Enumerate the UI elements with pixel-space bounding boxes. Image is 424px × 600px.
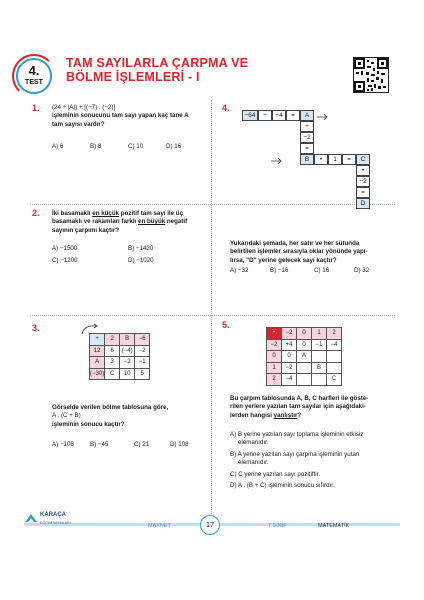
q2-l2a: basamaklı ve rakamları farklı [52, 218, 138, 226]
q3-number: 3. [32, 323, 40, 333]
q5-cell: • [267, 328, 282, 340]
q5-cell: 0 [282, 351, 297, 363]
q4-text [230, 240, 400, 265]
q2-options [52, 245, 207, 267]
test-label: TEST [25, 79, 43, 86]
q3-cell: 10 [120, 368, 135, 380]
q5-cell: B [312, 362, 327, 374]
q5-cell [297, 374, 312, 386]
q4-line-3: lırsa, "D" yerine gelecek sayı kaçtır? [230, 256, 337, 264]
q1-line-1: işleminin sonucunu tam sayı yapan kaç tane A [52, 112, 189, 120]
q5-cell: 0 [267, 351, 282, 363]
q4-box: 1 [328, 154, 342, 165]
q4-box: • [314, 154, 328, 165]
q2-text [52, 210, 210, 235]
q4-scheme [242, 110, 402, 222]
test-badge [16, 58, 52, 94]
q4-line-2: belirtilen işlemler sırasıyla oklar yönünde yapı- [230, 248, 368, 256]
q5-multiplication-table [266, 327, 342, 386]
q4-box: = [342, 154, 356, 165]
q5-cell: C [327, 374, 342, 386]
title-line-2: BÖLME İŞLEMLERİ - I [66, 70, 200, 84]
q3-cell: 12 [90, 345, 105, 357]
q5-option-a-cont: elemanıdır. [238, 439, 269, 447]
q5-cell: −4 [327, 339, 342, 351]
q5-cell: −4 [282, 374, 297, 386]
q3-cell: C [105, 368, 120, 380]
series-name: MAXNET [148, 523, 171, 529]
q5-cell: 2 [267, 374, 282, 386]
arrow-right-icon [270, 156, 284, 166]
q2-l3: sayının çarpımı kaçtır? [52, 226, 120, 234]
q3-cell: ÷ [90, 334, 105, 346]
q5-text [230, 395, 402, 420]
q4-box: C [356, 154, 370, 165]
q3-option-b[interactable]: B) −45 [90, 441, 109, 448]
q4-box: −2 [300, 132, 314, 143]
q5-cell [327, 362, 342, 374]
q1-option-c[interactable]: C) 10 [128, 143, 144, 150]
publisher-sub: EĞİTİM YAYINLARI [40, 521, 71, 525]
q4-number: 4. [222, 103, 230, 113]
q1-option-d[interactable]: D) 16 [166, 143, 182, 150]
q3-cell: B [120, 334, 135, 346]
q5-line-2: rilen yerlere yazılan tam sayılar için aşağıdaki- [230, 403, 366, 411]
q5-cell: −1 [312, 339, 327, 351]
q5-cell: −2 [267, 339, 282, 351]
q3-options [52, 441, 207, 451]
q4-box: • [356, 165, 370, 176]
q5-cell: +4 [282, 339, 297, 351]
q3-cell: (−30) [90, 368, 105, 380]
q5-cell: −2 [282, 362, 297, 374]
q4-box: B [300, 154, 314, 165]
q3-cell: −6 [135, 334, 150, 346]
q3-cell: A [90, 357, 105, 369]
q1-text [52, 104, 207, 129]
q4-box: = [286, 110, 300, 121]
title-line-1: TAM SAYILARLA ÇARPMA VE [66, 56, 249, 70]
qr-code-icon[interactable] [353, 57, 389, 93]
q4-option-d[interactable]: D) 32 [354, 267, 370, 274]
q4-option-a[interactable]: A) −32 [230, 267, 249, 274]
q1-line-2: tam sayısı vardır? [52, 120, 105, 128]
q5-option-d[interactable]: D) A . (B + C) işleminin sonucu sıfırdır. [230, 482, 335, 490]
q5-line-3b: yanlıştır [273, 411, 298, 419]
q4-box: = [356, 187, 370, 198]
q3-option-d[interactable]: D) 108 [170, 441, 189, 448]
q2-option-a[interactable]: A) −1500 [52, 245, 78, 252]
subject-label: MATEMATİK [318, 523, 350, 529]
q4-box: ÷ [258, 110, 272, 121]
q3-line-2: işleminin sonucu kaçtır? [52, 420, 125, 428]
q5-cell [327, 351, 342, 363]
row-divider-2 [30, 315, 395, 316]
q2-l2b: en büyük [138, 218, 166, 226]
q4-box-d: D [356, 198, 370, 209]
q4-box: −4 [272, 110, 286, 121]
q3-option-a[interactable]: A) −108 [52, 441, 74, 448]
q3-option-c[interactable]: C) 21 [134, 441, 150, 448]
q5-cell [312, 374, 327, 386]
q4-option-b[interactable]: B) −16 [270, 267, 289, 274]
q3-text [52, 404, 207, 429]
q3-cell: −2 [120, 357, 135, 369]
q1-options [52, 143, 207, 153]
column-divider [211, 100, 212, 532]
q3-cell: −1 [135, 357, 150, 369]
q5-cell: 1 [312, 328, 327, 340]
q1-number: 1. [32, 103, 40, 113]
q5-option-c[interactable]: C) C yerine yazılan sayı pozitiftir. [230, 470, 321, 478]
q2-option-b[interactable]: B) −1420 [128, 245, 154, 252]
q3-cell: (−4) [120, 345, 135, 357]
page-title [66, 56, 248, 84]
q5-cell [297, 362, 312, 374]
q3-cell: −2 [135, 345, 150, 357]
q3-cell: 2 [105, 334, 120, 346]
test-number: 4. [28, 63, 40, 78]
q5-number: 5. [222, 320, 230, 330]
q5-line-3c: ? [297, 411, 302, 419]
q5-cell [312, 351, 327, 363]
q5-cell: 0 [297, 328, 312, 340]
q4-box: A [300, 110, 314, 121]
q4-line-1: Yukarıdaki şemada, her satır ve her sütunda [230, 240, 360, 247]
q4-options [230, 267, 400, 277]
publisher-name: KARAÇA [40, 512, 66, 518]
q5-line-3a: lerden hangisi [230, 411, 274, 419]
q3-cell: 6 [105, 345, 120, 357]
q3-line-1: Görselde verilen bölme tablosuna göre, [52, 404, 169, 411]
q4-option-c[interactable]: C) 16 [314, 267, 330, 274]
q1-option-a[interactable]: A) 6 [52, 143, 64, 150]
q2-option-d[interactable]: D) −1020 [128, 257, 154, 264]
q2-l1a: İki basamaklı [52, 210, 93, 217]
q5-option-a[interactable]: A) B yerine yazılan sayı toplama işleminin etkisiz [230, 431, 364, 438]
page-number: 17 [200, 515, 220, 535]
q1-option-b[interactable]: B) 8 [90, 143, 102, 150]
q5-cell: 1 [267, 362, 282, 374]
q5-cell: 0 [297, 339, 312, 351]
q5-option-b[interactable]: B) A yerine yazılan sayı çarpma işleminin yutan [230, 450, 360, 458]
q5-option-b-cont: elemanıdır. [238, 459, 269, 467]
grade-label: 7.SINIF [268, 523, 287, 529]
q5-cell: −2 [282, 328, 297, 340]
q3-expression: A . (C + B) [52, 412, 81, 420]
q4-box: = [300, 143, 314, 154]
arrow-right-icon [316, 112, 330, 122]
q5-cell: 2 [327, 328, 342, 340]
q4-box: ÷ [300, 121, 314, 132]
q3-cell: 5 [135, 368, 150, 380]
q4-box: −2 [356, 176, 370, 187]
q2-option-c[interactable]: C) −1200 [52, 257, 78, 264]
q2-l1c: pozitif tam sayı ile üç [119, 210, 184, 217]
q3-cell: 3 [105, 357, 120, 369]
q5-options [230, 431, 402, 490]
q1-expression: (24 ÷ |A|) + [(−7) . (−2)] [52, 104, 116, 111]
q3-division-table [89, 333, 150, 380]
q2-l2c: negatif [165, 218, 188, 226]
q2-l1b: en küçük [92, 210, 120, 217]
publisher-logo-icon [24, 512, 38, 524]
q4-box: −64 [242, 110, 258, 121]
q5-cell: A [297, 351, 312, 363]
q5-line-1: Bu çarpım tablosunda A, B, C harfleri ile göste- [230, 395, 369, 402]
q2-number: 2. [32, 208, 40, 218]
